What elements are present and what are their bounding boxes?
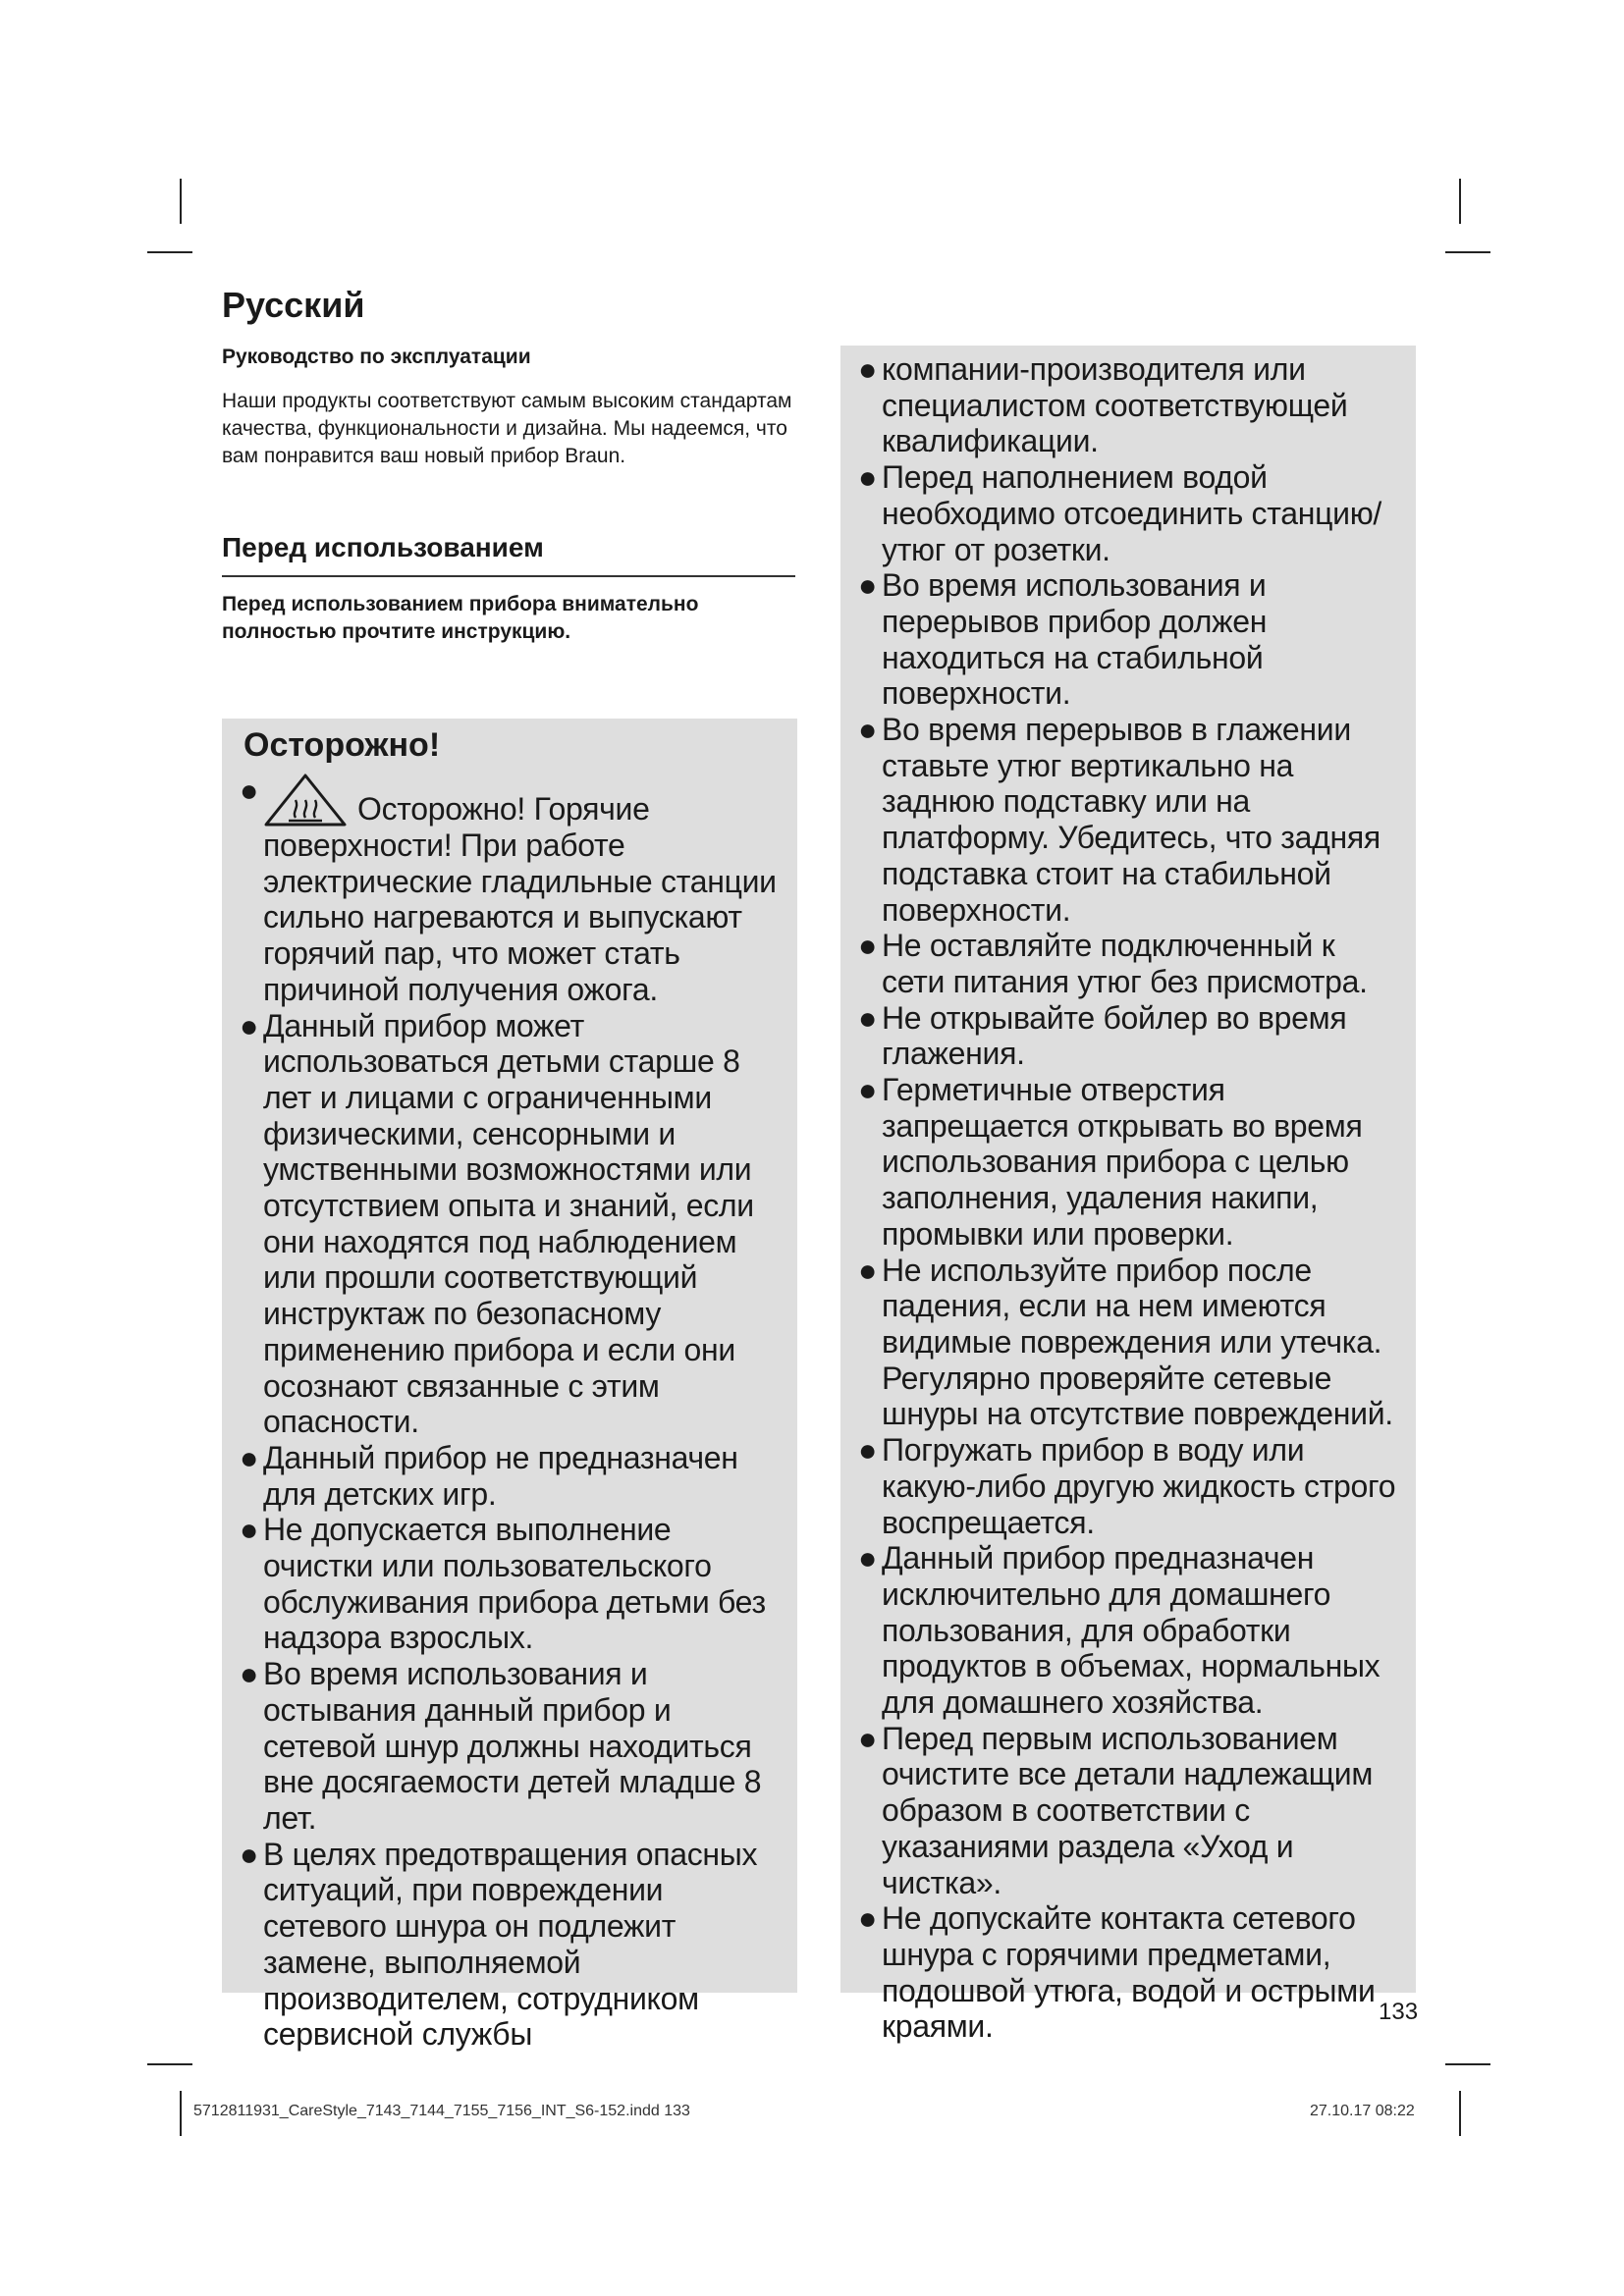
list-item-text: Осторожно! Горячие поверхности! При работе электрические гладильные станции сильно нагреваются и выпускают горячий пар, что может стать причиной получения ожога. <box>263 791 777 1007</box>
list-item <box>234 1008 785 1440</box>
page-number: 133 <box>1379 1999 1419 2025</box>
crop-mark <box>1445 251 1490 253</box>
crop-mark <box>180 179 182 224</box>
crop-mark <box>1445 2063 1490 2065</box>
footer-filename: 5712811931_CareStyle_7143_7144_7155_7156_INT_S6-152.indd 133 <box>193 2103 690 2119</box>
list-item <box>852 1253 1404 1433</box>
list-item-text: Герметичные отверстия запрещается открывать во время использования прибора с целью заполнения, удаления накипи, промывки или проверки. <box>882 1072 1363 1252</box>
list-item <box>852 712 1404 928</box>
list-item <box>852 1721 1404 1901</box>
list-item <box>234 1656 785 1837</box>
footer-timestamp: 27.10.17 08:22 <box>1310 2103 1415 2119</box>
section-divider <box>222 575 795 577</box>
list-item-text: В целях предотвращения опасных ситуаций, при повреждении сетевого шнура он подлежит замене, выполняемой производителем, сотрудником сервисной службы <box>263 1836 758 2053</box>
list-item-text: Данный прибор предназначен исключительно для домашнего пользования, для обработки продуктов в объемах, нормальных для домашнего хозяйства. <box>882 1540 1380 1721</box>
language-title: Русский <box>222 285 365 325</box>
list-item <box>234 773 785 1008</box>
crop-mark <box>1459 179 1461 224</box>
bullet-dot: ● <box>240 1836 259 1872</box>
bullet-dot: ● <box>858 1900 878 1937</box>
bullet-dot: ● <box>240 773 259 808</box>
list-item <box>852 1540 1404 1721</box>
list-item-text: Погружать прибор в воду или какую-либо другую жидкость строго воспрещается. <box>882 1432 1396 1540</box>
list-item <box>852 1900 1404 2045</box>
list-item <box>852 351 1404 459</box>
manual-title: Руководство по эксплуатации <box>222 346 531 368</box>
bullet-dot: ● <box>858 1072 878 1108</box>
bullet-dot: ● <box>858 1540 878 1576</box>
bullet-dot: ● <box>858 999 878 1036</box>
list-item-text: Не допускайте контакта сетевого шнура с горячими предметами, подошвой утюга, водой и острыми краями. <box>882 1900 1376 2045</box>
caution-title: Осторожно! <box>244 726 441 764</box>
bullet-dot: ● <box>858 459 878 496</box>
pre-use-note: Перед использованием прибора внимательно полностью прочтите инструкцию. <box>222 593 699 643</box>
list-item-text: Во время использования и перерывов прибор должен находиться на стабильной поверхности. <box>882 567 1268 712</box>
bullet-dot: ● <box>858 567 878 604</box>
list-item-text: Перед первым использованием очистите все детали надлежащим образом в соответствии с указаниями раздела «Уход и чистка». <box>882 1720 1374 1900</box>
bullet-dot: ● <box>858 1252 878 1288</box>
crop-mark <box>147 2063 192 2065</box>
continued-caution-list <box>852 351 1404 2045</box>
list-item-text: Не допускается выполнение очистки или пользовательского обслуживания прибора детьми без надзора взрослых. <box>263 1512 766 1656</box>
list-item-text: Перед наполнением водой необходимо отсоединить станцию/утюг от розетки. <box>882 459 1382 567</box>
bullet-dot: ● <box>240 1439 259 1475</box>
crop-mark <box>1459 2091 1461 2136</box>
bullet-dot: ● <box>858 712 878 748</box>
list-item <box>234 1440 785 1512</box>
list-item <box>852 1432 1404 1540</box>
section-title: Перед использованием <box>222 532 544 562</box>
crop-mark <box>180 2091 182 2136</box>
list-item <box>852 567 1404 712</box>
list-item-text: Во время использования и остывания данный прибор и сетевой шнур должны находиться вне досягаемости детей младше 8 лет. <box>263 1656 762 1836</box>
caution-list <box>234 773 785 2053</box>
bullet-dot: ● <box>240 1656 259 1692</box>
bullet-dot: ● <box>858 351 878 387</box>
list-item-text: Во время перерывов в глажении ставьте утюг вертикально на заднюю подставку или на платформу. Убедитесь, что задняя подставка стоит на стабильной поверхности. <box>882 712 1380 928</box>
bullet-dot: ● <box>858 1432 878 1468</box>
list-item-text: компании-производителя или специалистом соответствующей квалификации. <box>882 351 1348 459</box>
list-item <box>234 1512 785 1656</box>
list-item <box>852 459 1404 567</box>
list-item-text: Не используйте прибор после падения, если на нем имеются видимые повреждения или утечка. Регулярно проверяйте сетевые шнуры на отсутствие повреждений. <box>882 1252 1393 1432</box>
list-item <box>234 1837 785 2053</box>
caution-box <box>222 719 797 2053</box>
hot-surface-warning-icon <box>263 773 348 828</box>
bullet-dot: ● <box>240 1512 259 1548</box>
bullet-dot: ● <box>240 1007 259 1043</box>
bullet-dot: ● <box>858 1720 878 1756</box>
list-item <box>852 1000 1404 1072</box>
list-item <box>852 1072 1404 1253</box>
list-item <box>852 928 1404 999</box>
bullet-dot: ● <box>858 928 878 964</box>
list-item-text: Не оставляйте подключенный к сети питания утюг без присмотра. <box>882 928 1368 999</box>
list-item-text: Не открывайте бойлер во время глажения. <box>882 999 1347 1072</box>
crop-mark <box>147 251 192 253</box>
list-item-text: Данный прибор может использоваться детьми старше 8 лет и лицами с ограниченными физическими, сенсорными и умственными возможностями или отсутствием опыта и знаний, если они находятся под наблюдением или прошли соответствующий инструктаж по безопасному применению прибора и если они осознают связанные с этим опасности. <box>263 1007 754 1440</box>
list-item-text: Данный прибор не предназначен для детских игр. <box>263 1439 738 1512</box>
intro-text: Наши продукты соответствуют самым высоким стандартам качества, функциональности и дизайна. Мы надеемся, что вам понравится ваш новый прибор Braun. <box>222 390 792 467</box>
